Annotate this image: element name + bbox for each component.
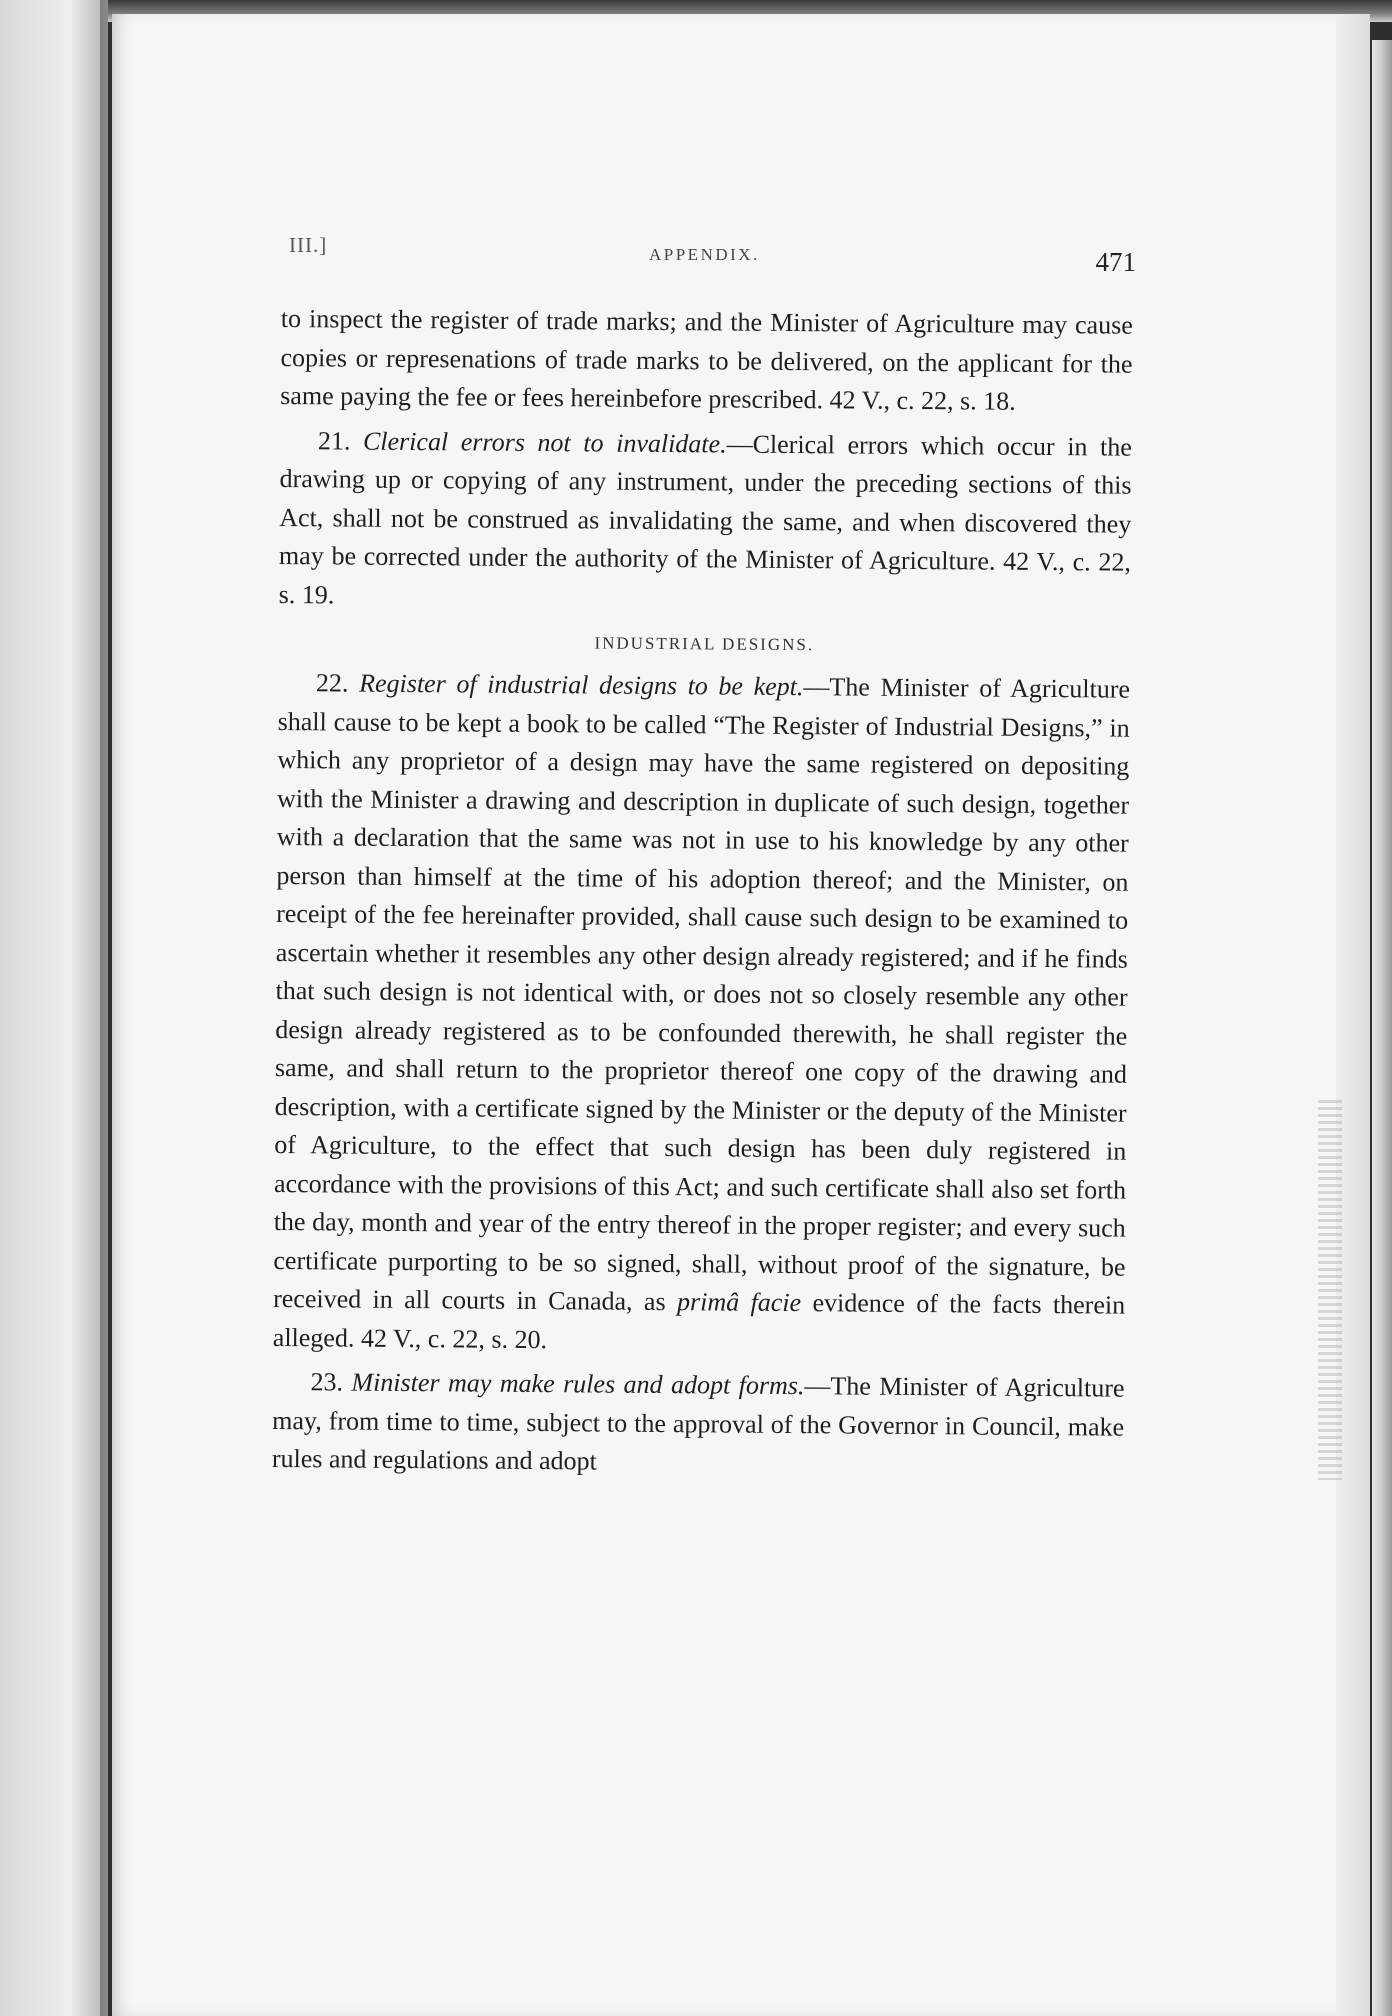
section-23-text: —The Minister of Agriculture may, from time to time, subject to the approval of the Governor in Council, make rules and regulations and adopt (271, 1371, 1125, 1476)
section-22 (273, 664, 1130, 1364)
section-mark: III.] (289, 233, 328, 257)
section-22-text-a: —The Minister of Agriculture shall cause to be kept a book to be called “The Register of Industrial Designs,” in which any proprietor of a design may have the same registered on depositing with the Minister a drawing and description in duplicate of such design, together with a declaration that the same was not in use to his knowledge by any other person than himself at the time of his adoption thereof; and the Minister, on receipt of the fee hereinafter provided, shall cause such design to be examined to ascertain whether it resembles any other design already registered; and if he finds that such design is not identical with, or does not so closely resemble any other design already registered as to be confounded therewith, he shall register the same, and shall return to the proprietor thereof one copy of the drawing and description, with a certificate signed by the Minister or the deputy of the Minister of Agriculture, to the effect that such design has been duly registered in accordance with the provisions of this Act; and such certificate shall also set forth the day, month and year of the entry thereof in the proper register; and every such certificate purporting to be so signed, shall, without proof of the signature, be received in all courts in Canada, as (273, 672, 1131, 1317)
running-head: APPENDIX. (649, 245, 760, 264)
section-23-title: Minister may make rules and adopt forms. (351, 1367, 805, 1401)
continued-paragraph: to inspect the register of trade marks; and the Minister of Agriculture may cause copies or represenations of trade marks to be delivered, on the applicant for the same paying the fee or fees hereinbefore prescribed. 42 V., c. 22, s. 18. (280, 303, 1133, 416)
section-21-number: 21. (317, 425, 351, 456)
running-header (289, 233, 1136, 283)
bleed-through-marks (1318, 1100, 1342, 1480)
section-21-title: Clerical errors not to invalidate. (362, 426, 727, 459)
section-heading: INDUSTRIAL DESIGNS. (594, 633, 815, 655)
section-21 (279, 421, 1132, 620)
section-22-italic-phrase: primâ facie (676, 1287, 802, 1318)
outer-margin (1336, 14, 1370, 2016)
section-23-number: 23. (310, 1367, 344, 1397)
section-22-number: 22. (315, 668, 349, 698)
body-text (272, 300, 1133, 1485)
section-22-title: Register of industrial designs to be kept. (359, 668, 804, 702)
page-stack-edge (1372, 40, 1392, 2016)
section-22-text-b: evidence of the facts therein alleged. 42 V., c. 22, s. 20. (272, 1288, 1126, 1354)
section-23 (272, 1363, 1125, 1485)
section-21-text: —Clerical errors which occur in the drawing up or copying of any instrument, under the preceding sections of this Act, shall not be construed as invalidating the same, and when discovered they may be corrected under the authority of the Minister of Agriculture. 42 V., c. 22, s. 19. (278, 429, 1132, 609)
facing-page-edge (0, 0, 100, 2016)
page-number: 471 (1095, 247, 1136, 277)
